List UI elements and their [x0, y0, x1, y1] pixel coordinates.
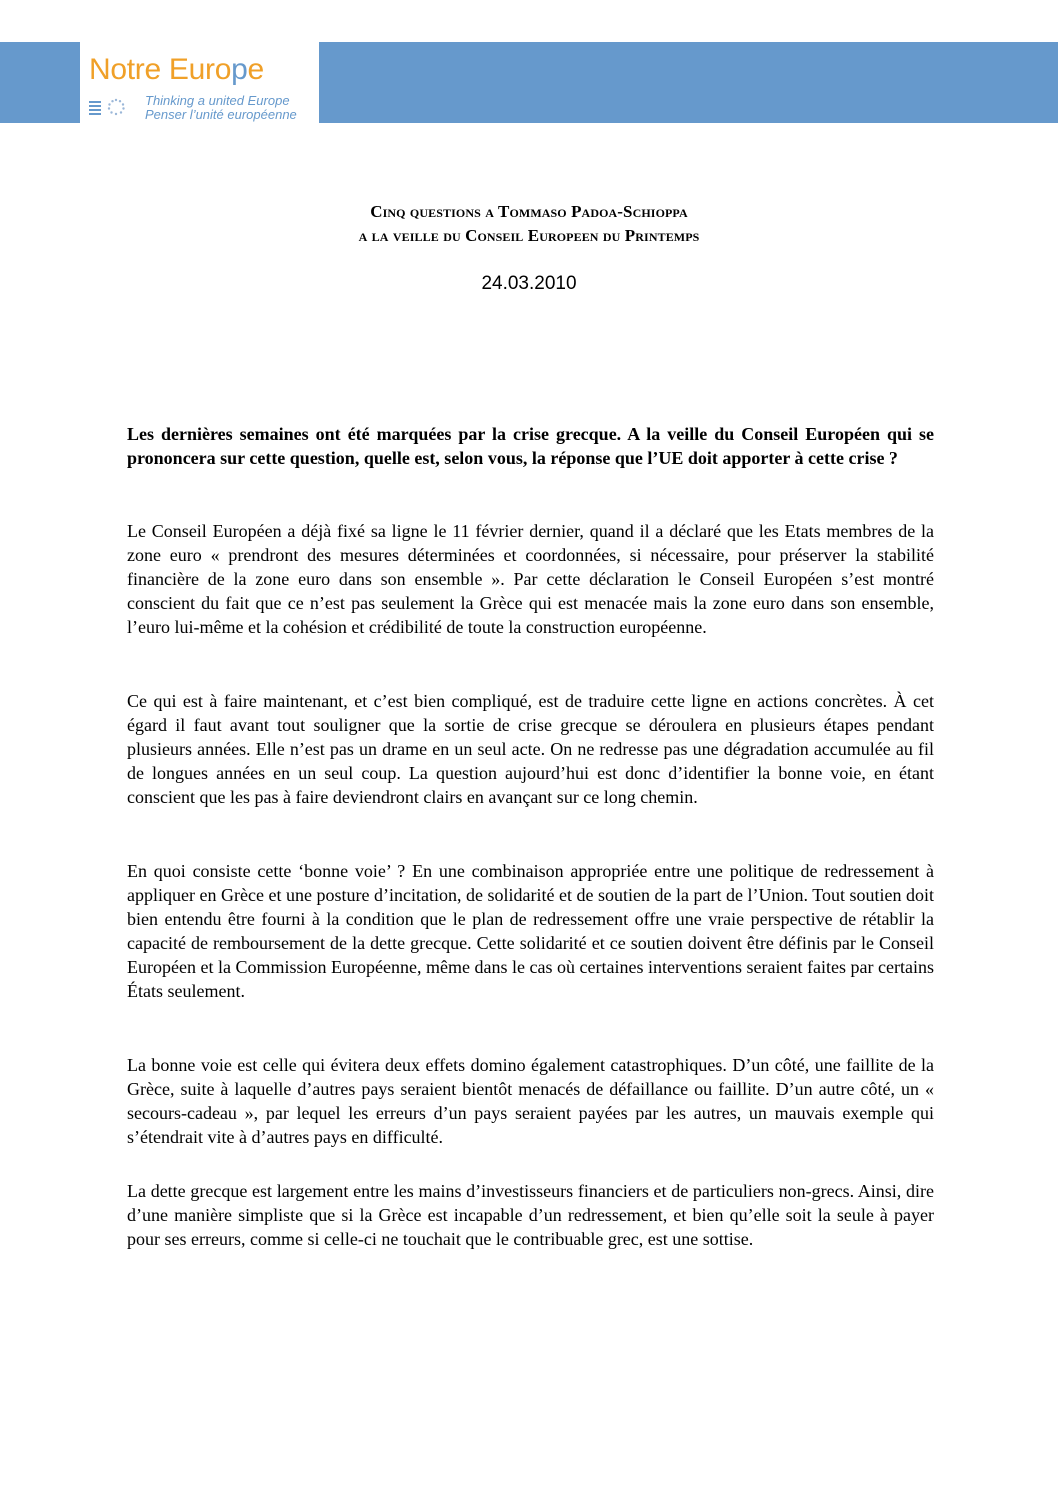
document-date: 24.03.2010 [481, 273, 577, 294]
logo-tagline-en: Thinking a united Europe [145, 93, 290, 108]
logo-word-euro: Euro [168, 53, 232, 86]
logo-tagline-fr: Penser l’unité européenne [145, 107, 297, 122]
logo-letter-p: p [231, 53, 248, 86]
answer-paragraph-1: Le Conseil Européen a déjà fixé sa ligne le 11 février dernier, quand il a déclaré que les Etats membres de la zone euro « prendront des mesures déterminées et coordonnées, si nécessaire, pour préserver la stabilité financière de la zone euro dans son ensemble ». Par cette déclaration le Conseil Européen s’est montré conscient du fait que ce n’est pas seulement la Grèce qui est menacée mais la zone euro dans son ensemble, l’euro lui-même et la cohésion et crédibilité de toute la construction européenne. [127, 521, 934, 637]
logo-tagline [145, 94, 297, 122]
document-title-line-2: a la veille du Conseil Europeen du Printemps [358, 226, 700, 245]
logo-letter-e: e [247, 53, 264, 86]
answer-paragraph-3: En quoi consiste cette ‘bonne voie’ ? En une combinaison appropriée entre une politique de redressement à appliquer en Grèce et une posture d’incitation, de solidarité et de soutien de la part de l’Union. Tout soutien doit bien entendu être fourni à la condition que le plan de redressement offre une vraie perspective de rétablir la capacité de remboursement de la dette grecque. Cette solidarité et ce soutien doivent être définis par le Conseil Européen et la Commission Européenne, même dans le cas où certaines interventions seraient faites par certains États seulement. [127, 861, 934, 1001]
document-title-line-1: Cinq questions a Tommaso Padoa-Schioppa [370, 202, 688, 221]
logo-word-notre: Notre [89, 53, 161, 86]
logo-emblem-icon [88, 97, 140, 117]
answer-paragraph-2: Ce qui est à faire maintenant, et c’est bien compliqué, est de traduire cette ligne en actions concrètes. À cet égard il faut avant tout souligner que la sortie de crise grecque se déroulera en plusieurs étapes pendant plusieurs années. Elle n’est pas un drame en un seul acte. On ne redresse pas une dégradation accumulée au fil de longues années en un seul coup. La question aujourd’hui est donc d’identifier la bonne voie, en étant conscient que les pas à faire deviendront clairs en avançant sur ce long chemin. [127, 691, 934, 807]
answer-paragraph-5: La dette grecque est largement entre les mains d’investisseurs financiers et de particuliers non-grecs. Ainsi, dire d’une manière simpliste que si la Grèce est incapable d’un redressement, et bien qu’elle soit la seule à payer pour ses erreurs, comme si celle-ci ne touchait que le contribuable grec, est une sottise. [127, 1181, 934, 1249]
interview-question: Les dernières semaines ont été marquées par la crise grecque. A la veille du Conseil Européen qui se prononcera sur cette question, quelle est, selon vous, la réponse que l’UE doit apporter à cette crise ? [127, 424, 934, 468]
logo-wordmark [89, 52, 264, 88]
answer-paragraph-4: La bonne voie est celle qui évitera deux effets domino également catastrophiques. D’un côté, une faillite de la Grèce, suite à laquelle d’autres pays seraient bientôt menacés de défaillance ou faillite. D’un autre côté, un « secours-cadeau », par lequel les erreurs d’un pays seraient payées par les autres, un mauvais exemple qui s’étendrait vite à d’autres pays en difficulté. [127, 1055, 934, 1147]
